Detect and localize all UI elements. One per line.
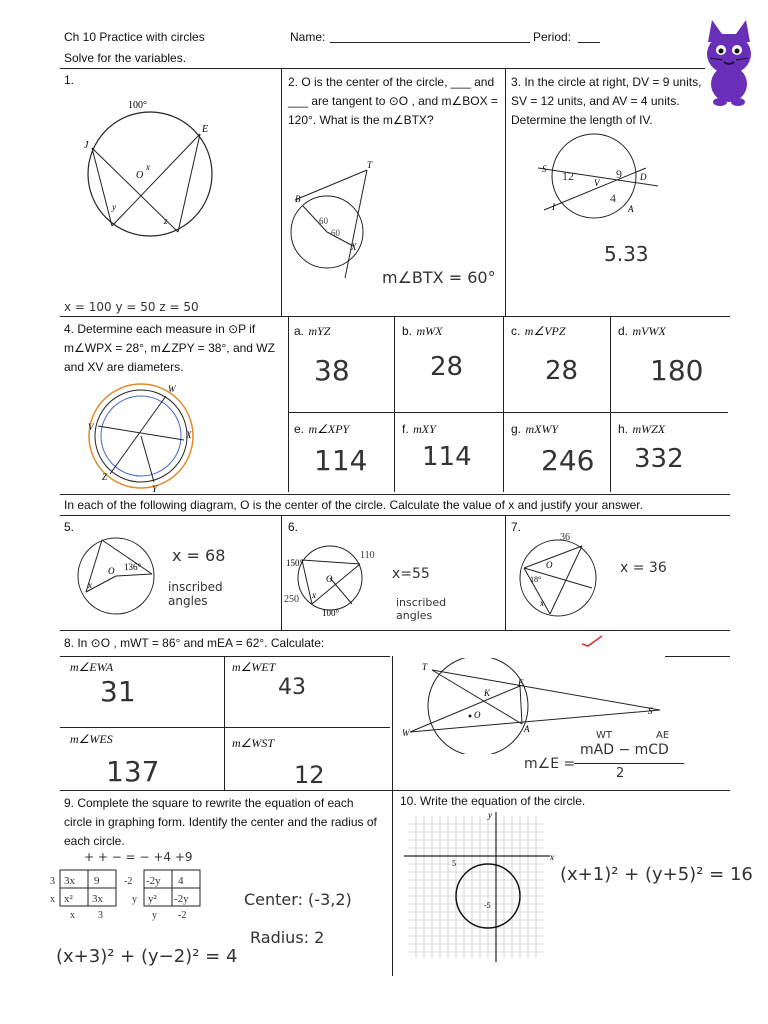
q8-answer-wst: 12 [294, 761, 325, 789]
svg-text:y²: y² [148, 893, 157, 905]
svg-text:x: x [312, 590, 316, 600]
q4-part-h: h. mWZX 332 [618, 420, 728, 490]
q1-circle-diagram [80, 96, 220, 246]
svg-text:D: D [640, 172, 647, 182]
q6-angle-100: 100° [322, 608, 340, 618]
svg-text:9: 9 [616, 167, 622, 181]
svg-text:x: x [540, 598, 544, 608]
q7-circle-diagram [512, 532, 602, 622]
period-blank [578, 42, 600, 43]
q6-angle-110: 110 [360, 550, 375, 561]
q9-text: 9. Complete the square to rewrite the equation of each circle in graphing form. Identify the center and the radius of each circle. [64, 796, 377, 848]
svg-text:I: I [552, 202, 555, 212]
svg-text:O: O [546, 560, 553, 570]
q3-answer: 5.33 [604, 242, 649, 266]
name-blank [330, 42, 530, 43]
instructions: In each of the following diagram, O is the center of the circle. Calculate the value of x and justify your answer. [64, 498, 643, 512]
svg-text:O: O [474, 710, 481, 720]
q4-answer-h: 332 [634, 444, 684, 474]
q6-angle-150: 150° [286, 558, 304, 568]
svg-text:y: y [112, 202, 116, 212]
svg-text:x: x [146, 162, 150, 172]
svg-text:Y: Y [152, 484, 158, 494]
q8-note-wt: WT [596, 730, 612, 741]
q5-angle: 136° [124, 562, 142, 572]
q7-angle-18: 18° [530, 575, 542, 584]
q7-angle-36: 36 [560, 532, 570, 543]
q4-answer-g: 246 [541, 444, 595, 477]
q9-center: Center: (-3,2) [244, 890, 352, 909]
svg-text:Z: Z [102, 472, 108, 482]
svg-text:3x: 3x [92, 893, 103, 905]
q10-tick-5: 5 [452, 859, 456, 868]
svg-text:3: 3 [98, 910, 103, 921]
q6-answer: x=55 [392, 566, 430, 582]
q6-angle-250: 250 [284, 594, 299, 605]
svg-text:9: 9 [94, 875, 100, 887]
q4-answer-e: 114 [314, 444, 368, 477]
q8-formula-lhs: m∠E = [524, 756, 576, 772]
q8-answer-ewa: 31 [100, 675, 136, 708]
q8-secant-diagram [398, 658, 668, 754]
svg-text:60: 60 [319, 216, 328, 226]
q8-cell-wet: m∠WET 43 [232, 660, 382, 700]
svg-text:x: x [88, 580, 92, 590]
q5-answer: x = 68 [172, 546, 226, 565]
svg-text:T: T [367, 160, 373, 170]
q9-equation: (x+3)² + (y−2)² = 4 [56, 946, 238, 967]
svg-text:O: O [326, 574, 333, 584]
svg-text:E: E [518, 678, 524, 688]
q6-circle-diagram [282, 538, 382, 618]
svg-text:x: x [70, 910, 75, 921]
svg-text:-2: -2 [178, 910, 187, 921]
svg-text:60: 60 [331, 228, 340, 238]
red-checkmark-icon [580, 634, 604, 648]
svg-text:z: z [164, 216, 168, 226]
q9-signs: + + − = − +4 +9 [84, 850, 193, 864]
svg-text:J: J [84, 140, 89, 151]
q4-answer-c: 28 [545, 356, 579, 386]
q8-cell-ewa: m∠EWA 31 [70, 660, 220, 708]
svg-text:12: 12 [562, 169, 574, 183]
q4-answer-b: 28 [430, 352, 464, 382]
svg-text:3: 3 [50, 876, 55, 887]
svg-text:W: W [168, 384, 176, 394]
q4-part-f: f. mXY 114 [402, 420, 500, 490]
q8-answer-wes: 137 [106, 755, 160, 788]
q10-coordinate-grid [400, 808, 560, 966]
svg-text:T: T [422, 662, 428, 672]
q2-tangent-diagram [285, 150, 395, 285]
q9-completing-square-boxes [48, 866, 208, 926]
q8-text: 8. In ⊙O , mWT = 86° and mEA = 62°. Calculate: [64, 636, 325, 650]
svg-text:x: x [50, 894, 55, 905]
q1-number: 1. [64, 73, 75, 87]
svg-text:V: V [594, 178, 600, 188]
q4-circle-diagram [66, 378, 211, 496]
svg-text:-2y: -2y [174, 893, 189, 905]
q4-answer-d: 180 [650, 354, 704, 387]
q6-number: 6. [288, 520, 299, 534]
q4-answer-f: 114 [422, 442, 472, 472]
worksheet-title: Ch 10 Practice with circles [64, 30, 205, 44]
svg-text:O: O [136, 170, 144, 181]
q5-circle-diagram [72, 530, 162, 620]
q4-part-g: g. mXWY 246 [511, 420, 609, 490]
svg-text:4: 4 [610, 191, 616, 205]
q2-text: 2. O is the center of the circle, ___ and ___ are tangent to ⊙O , and m∠BOX = 120°. What is the m∠BTX? [288, 75, 498, 127]
q10-axis-x: x [550, 852, 554, 862]
q4-part-e: e. m∠XPY 114 [294, 420, 392, 490]
q10-tick-neg5: -5 [484, 901, 491, 910]
q4-text: 4. Determine each measure in ⊙P if m∠WPX = 28°, m∠ZPY = 38°, and WZ and XV are diameters. [64, 322, 275, 374]
svg-text:S: S [648, 706, 653, 716]
svg-text:V: V [88, 422, 94, 432]
q9-radius: Radius: 2 [250, 928, 325, 947]
q8-cell-wes: m∠WES 137 [70, 732, 220, 788]
q1-answer-line: x = 100 y = 50 z = 50 [64, 300, 199, 314]
svg-text:B: B [295, 194, 301, 204]
q2-answer: m∠BTX = 60° [382, 268, 496, 287]
svg-text:-2y: -2y [146, 875, 161, 887]
subtitle: Solve for the variables. [64, 51, 187, 65]
svg-text:3x: 3x [64, 875, 75, 887]
q1-angle-label: 100° [128, 100, 147, 111]
svg-text:A: A [524, 724, 530, 734]
q5-reason: inscribed angles [168, 580, 223, 608]
q5-number: 5. [64, 520, 75, 534]
svg-text:X: X [351, 242, 357, 252]
q8-answer-wet: 43 [278, 675, 306, 700]
svg-text:K: K [484, 688, 491, 698]
q7-answer: x = 36 [620, 560, 667, 576]
q8-cell-wst: m∠WST 12 [232, 736, 382, 789]
q7-number: 7. [511, 520, 522, 534]
q6-reason: inscribed angles [396, 596, 447, 622]
svg-text:A: A [628, 204, 634, 214]
q4-answer-a: 38 [314, 354, 350, 387]
svg-text:4: 4 [178, 875, 184, 887]
cat-mascot-icon [700, 12, 758, 107]
q4-part-c: c. m∠VPZ 28 [511, 322, 609, 408]
q10-axis-y: y [488, 810, 492, 820]
q4-part-d: d. mVWX 180 [618, 322, 728, 408]
svg-text:y: y [152, 910, 157, 921]
q8-formula-top: mAD − mCD [580, 742, 669, 758]
period-label: Period: [533, 30, 572, 44]
svg-text:S: S [542, 164, 547, 174]
svg-text:O: O [108, 566, 115, 576]
svg-text:W: W [402, 728, 410, 738]
svg-text:E: E [202, 124, 209, 135]
q4-part-a: a. mYZ 38 [294, 322, 392, 408]
q4-part-b: b. mWX 28 [402, 322, 500, 408]
q8-formula-bottom: 2 [616, 766, 625, 781]
svg-text:X: X [186, 430, 192, 440]
q10-equation: (x+1)² + (y+5)² = 16 [560, 864, 753, 885]
q3-chord-diagram [528, 128, 668, 228]
q3-text: 3. In the circle at right, DV = 9 units, SV = 12 units, and AV = 4 units. Determine the length of IV. [511, 75, 702, 127]
q10-text: 10. Write the equation of the circle. [400, 794, 586, 808]
q8-note-ae: AE [656, 730, 670, 741]
svg-text:x²: x² [64, 893, 73, 905]
name-label: Name: [290, 30, 326, 44]
svg-text:y: y [132, 894, 137, 905]
svg-text:-2: -2 [124, 876, 133, 887]
